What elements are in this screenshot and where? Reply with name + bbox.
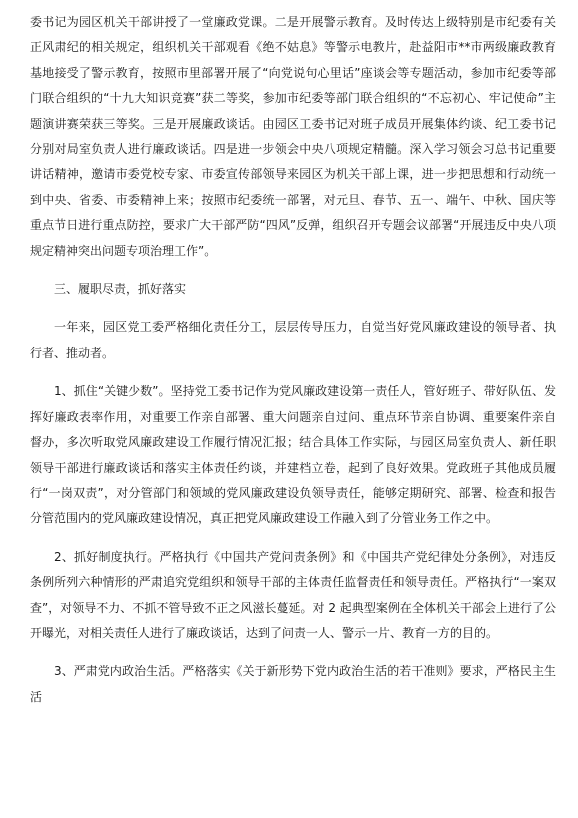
paragraph-gap xyxy=(30,366,556,379)
paragraph-gap xyxy=(30,646,556,659)
paragraph-item-2: 2、抓好制度执行。严格执行《中国共产党问责条例》和《中国共产党纪律处分条例》，对违反条例所列六种情形的严肃追究党组织和领导干部的主体责任监督责任和领导责任。严格执行“一案双查”，对领导不力、不抓不管导致不正之风滋长蔓延。对 2 起典型案例在全体机关干部会上进行了公开曝光，对相关责任人进行了廉政谈话，达到了问责一人、警示一片、教育一方的目的。 xyxy=(30,549,556,640)
paragraph-gap xyxy=(30,532,556,545)
paragraph-intro: 一年来，园区党工委严格细化责任分工，层层传导压力，自觉当好党风廉政建设的领导者、执行者、推动者。 xyxy=(30,320,556,360)
paragraph-item-3: 3、严肃党内政治生活。严格落实《关于新形势下党内政治生活的若干准则》要求，严格民主生活 xyxy=(30,664,556,704)
paragraph-continued: 委书记为园区机关干部讲授了一堂廉政党课。二是开展警示教育。及时传达上级特别是市纪委有关正风肃纪的相关规定，组织机关干部观看《绝不姑息》等警示电教片，赴益阳市**市两级廉政教育基地接受了警示教育，按照市里部署开展了“向党说句心里话”座谈会等专题活动，参加市纪委等部门联合组织的“十九大知识竞赛”获二等奖，参加市纪委等部门联合组织的“不忘初心、牢记使命”主题演讲赛荣获三等奖。三是开展廉政谈话。由园区工委书记对班子成员开展集体约谈、纪工委书记分别对局室负责人进行廉政谈话。四是进一步领会中央八项规定精髓。深入学习领会习总书记重要讲话精神，邀请市委党校专家、市委宣传部领导来园区为机关干部上课，进一步把思想和行动统一到中央、省委、市委精神上来；按照市纪委统一部署，对元旦、春节、五一、端午、中秋、国庆等重点节日进行重点防控，要求广大干部严防“四风”反弹，组织召开专题会议部署“开展违反中央八项规定精神突出问题专项治理工作”。 xyxy=(30,15,556,258)
paragraph-gap xyxy=(30,264,556,277)
paragraph-gap xyxy=(30,302,556,315)
section-heading: 三、履职尽责，抓好落实 xyxy=(54,282,187,297)
paragraph-item-1: 1、抓住“关键少数”。坚持党工委书记作为党风廉政建设第一责任人，管好班子、带好队伍、发挥好廉政表率作用，对重要工作亲自部署、重大问题亲自过问、重点环节亲自协调、重要案件亲自督办，多次听取党风廉政建设工作履行情况汇报；结合具体工作实际，与园区局室负责人、新任职领导干部进行廉政谈话和落实主体责任约谈，并建档立卷，起到了良好效果。党政班子其他成员履行“一岗双责”，对分管部门和领域的党风廉政建设负领导责任，能够定期研究、部署、检查和报告分管范围内的党风廉政建设情况，真正把党风廉政建设工作融入到了分管业务工作之中。 xyxy=(30,384,556,526)
